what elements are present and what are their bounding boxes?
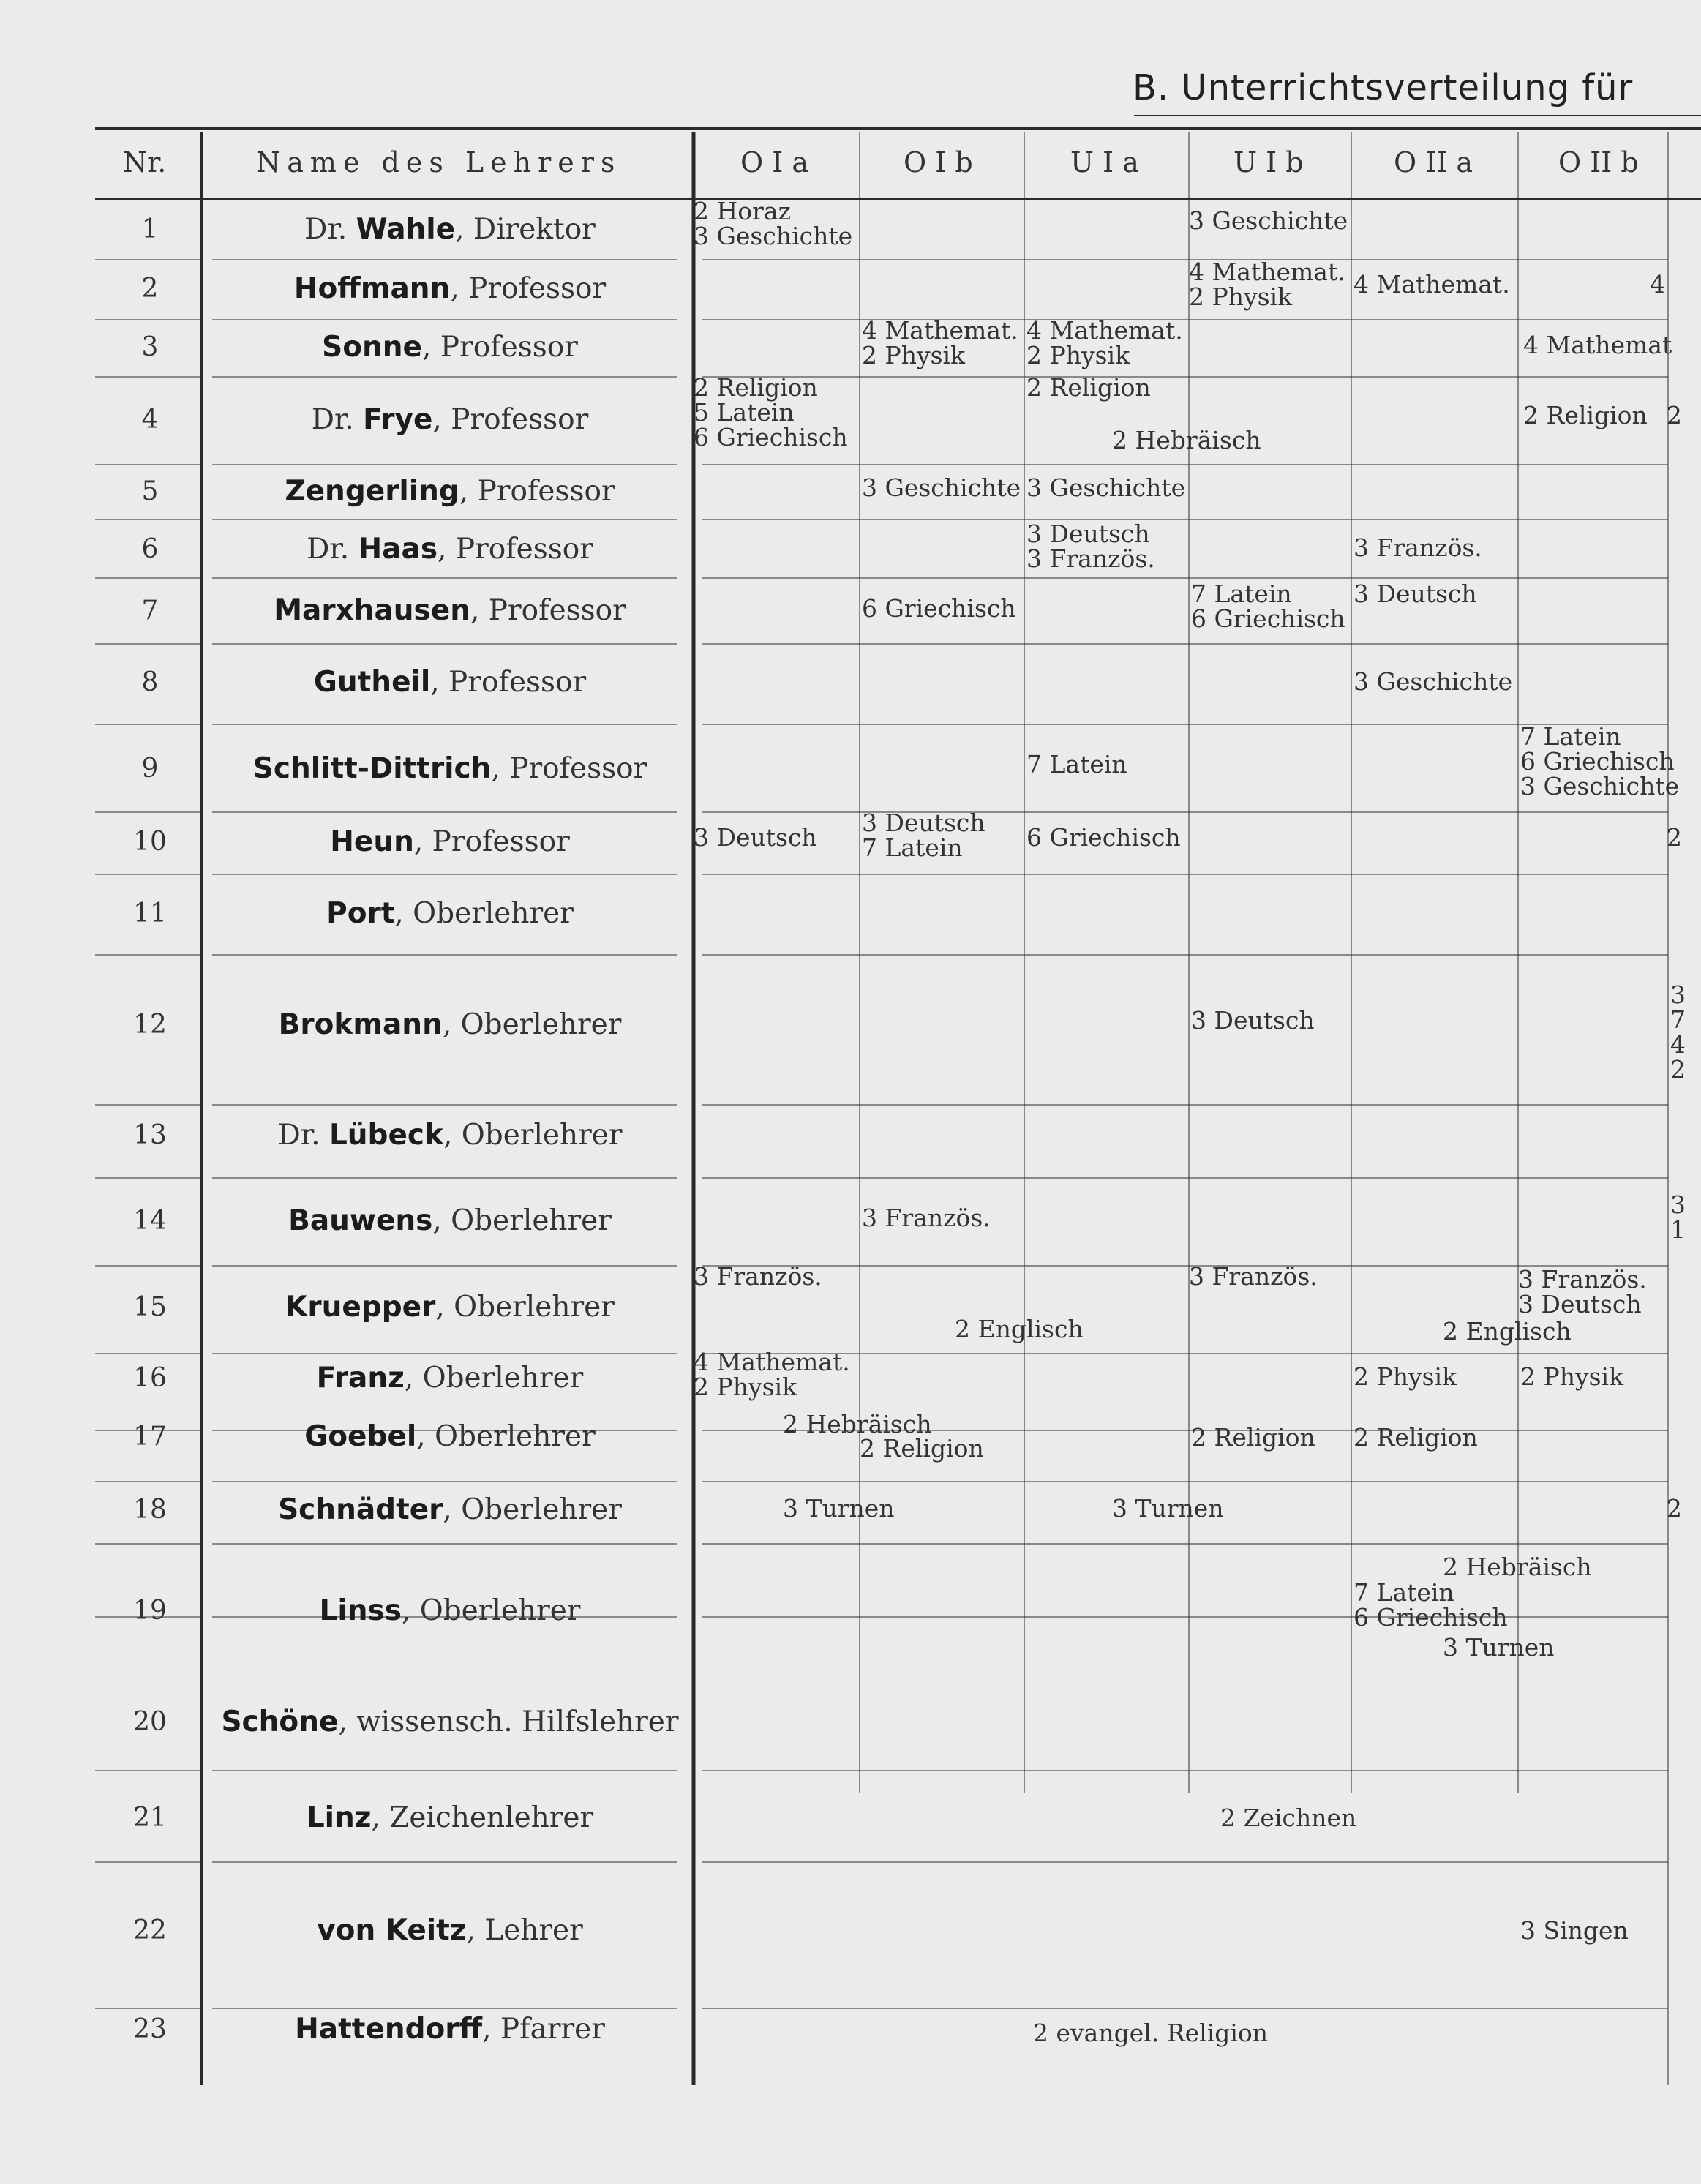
lesson-assignment: 3 Geschichte [862, 473, 1021, 502]
teacher-name-cell [322, 331, 578, 364]
teacher-prefix: Dr. [277, 1119, 329, 1152]
teacher-name-cell [279, 1008, 622, 1041]
teacher-surname: Wahle [356, 213, 456, 246]
lesson-assignment: 7 Latein [1026, 750, 1127, 778]
lesson-assignment: 6 Griechisch [1026, 823, 1181, 852]
teacher-surname: Franz [316, 1362, 405, 1395]
teacher-name-cell [304, 1420, 596, 1453]
teacher-name-cell [326, 897, 574, 930]
teacher-position: , Pfarrer [482, 2013, 605, 2046]
teacher-surname: Kruepper [285, 1291, 436, 1324]
lesson-assignment: 3 7 4 2 [1670, 980, 1686, 1084]
teacher-name-cell [307, 533, 593, 566]
row-number: 19 [133, 1596, 167, 1626]
teacher-prefix: Dr. [304, 213, 356, 246]
teacher-surname: Linss [319, 1594, 402, 1627]
lesson-assignment: 2 Horaz 3 Geschichte [694, 197, 853, 250]
row-number: 17 [133, 1422, 167, 1452]
row-number: 22 [133, 1915, 167, 1945]
teacher-position: , Professor [413, 825, 570, 858]
teacher-position: , Professor [470, 594, 626, 627]
lesson-assignment: 3 1 [1670, 1190, 1686, 1244]
row-number: 10 [133, 827, 167, 857]
lesson-assignment: 2 Hebräisch [1112, 426, 1261, 454]
teacher-position: , Direktor [455, 213, 596, 246]
teacher-position: , Professor [432, 403, 589, 436]
teacher-surname: Marxhausen [274, 594, 470, 627]
lesson-assignment: 2 Religion [1026, 373, 1151, 402]
lesson-assignment: 4 Mathemat. 2 Physik [1026, 316, 1183, 369]
teacher-prefix: Dr. [311, 403, 364, 436]
column-header-teacher-name: Name des Lehrers [256, 146, 622, 179]
teacher-surname: Brokmann [278, 1008, 443, 1041]
teacher-position: , Oberlehrer [404, 1362, 584, 1395]
lesson-assignment: 3 Französ. [1189, 1262, 1318, 1291]
teacher-surname: Schnädter [278, 1493, 443, 1526]
teacher-position: , Professor [450, 272, 607, 305]
row-number: 5 [141, 476, 159, 506]
row-number: 1 [141, 214, 159, 244]
lesson-assignment: 7 Latein 6 Griechisch [1191, 579, 1345, 633]
row-number: 18 [133, 1495, 167, 1525]
lesson-assignment: 3 Deutsch 3 Französ. [1026, 519, 1155, 573]
teacher-position: , Oberlehrer [443, 1493, 622, 1526]
teacher-name-cell [312, 403, 589, 436]
teacher-position: , Oberlehrer [443, 1119, 623, 1152]
lesson-assignment: 3 Geschichte [1353, 667, 1513, 696]
teacher-surname: Linz [306, 1801, 372, 1834]
lesson-assignment: 7 Latein 6 Griechisch [1353, 1578, 1508, 1632]
lesson-assignment: 2 Physik [1353, 1362, 1457, 1391]
teacher-position: , Professor [459, 475, 615, 508]
row-number: 14 [133, 1206, 167, 1236]
teacher-name-cell [221, 1705, 678, 1738]
teacher-name-cell [320, 1594, 581, 1627]
teacher-surname: Haas [358, 533, 438, 566]
row-number: 4 [141, 405, 159, 435]
lesson-assignment: 2 [1667, 823, 1682, 852]
lesson-assignment: 3 Singen [1520, 1916, 1629, 1945]
lesson-assignment: 3 Turnen [783, 1494, 895, 1523]
teacher-position: , Professor [422, 331, 578, 364]
teacher-name-cell [295, 2013, 605, 2046]
teacher-surname: Heun [330, 825, 414, 858]
teacher-surname: Port [326, 897, 395, 930]
lesson-assignment: 2 Physik [1520, 1362, 1624, 1391]
row-number: 23 [133, 2014, 167, 2044]
lesson-assignment: 2 [1667, 1494, 1682, 1523]
row-number: 15 [133, 1292, 167, 1322]
teacher-name-cell [317, 1914, 583, 1947]
lesson-assignment: 3 Französ. [862, 1204, 991, 1232]
column-header-class-oiib: O II b [1558, 146, 1639, 179]
lesson-assignment: 2 Zeichnen [1220, 1804, 1357, 1832]
lesson-assignment: 7 Latein 6 Griechisch 3 Geschichte [1520, 722, 1680, 800]
row-number: 8 [141, 667, 159, 697]
teacher-position: , Professor [430, 666, 587, 699]
row-number: 11 [133, 898, 167, 928]
lesson-assignment: 2 evangel. Religion [1033, 2019, 1269, 2047]
column-header-nr: Nr. [123, 146, 167, 179]
lesson-assignment: 3 Turnen [1112, 1494, 1224, 1523]
row-number: 2 [141, 274, 159, 304]
teacher-surname: Frye [363, 403, 433, 436]
teacher-surname: Bauwens [288, 1204, 433, 1237]
teacher-position: , Oberlehrer [442, 1008, 622, 1041]
row-number: 3 [141, 332, 159, 362]
teacher-position: , Zeichenlehrer [371, 1801, 594, 1834]
row-number: 6 [141, 534, 159, 564]
lesson-assignment: 3 Deutsch [1353, 579, 1477, 608]
teacher-prefix: Dr. [307, 533, 358, 566]
teacher-position: , wissensch. Hilfslehrer [338, 1705, 679, 1738]
teacher-name-cell [330, 825, 569, 858]
row-number: 9 [141, 754, 159, 784]
row-number: 20 [133, 1707, 167, 1737]
row-number: 16 [133, 1363, 167, 1393]
row-number: 21 [133, 1803, 167, 1833]
teacher-surname: von Keitz [317, 1914, 467, 1947]
lesson-assignment: 2 Hebräisch [1443, 1553, 1592, 1581]
teacher-position: , Lehrer [466, 1914, 583, 1947]
page-title: B. Unterrichtsverteilung für [1133, 67, 1634, 108]
teacher-surname: Zengerling [285, 475, 459, 508]
lesson-assignment: 4 Mathemat. 2 Physik [862, 316, 1018, 369]
teacher-name-cell [294, 272, 606, 305]
lesson-assignment: 2 Religion [1353, 1423, 1478, 1452]
teacher-name-cell [274, 594, 626, 627]
teacher-surname: Schöne [221, 1705, 339, 1738]
teacher-name-cell [278, 1119, 623, 1152]
row-number: 7 [141, 596, 159, 626]
lesson-assignment: 2 Religion 5 Latein 6 Griechisch [694, 373, 848, 451]
lesson-assignment: 4 [1650, 270, 1665, 299]
lesson-assignment: 6 Griechisch [862, 594, 1016, 623]
lesson-assignment: 3 Turnen [1443, 1633, 1555, 1662]
teacher-surname: Schlitt-Dittrich [252, 752, 492, 785]
teacher-position: , Oberlehrer [401, 1594, 581, 1627]
teacher-name-cell [285, 1291, 615, 1324]
teacher-position: , Oberlehrer [394, 897, 574, 930]
teacher-name-cell [285, 475, 615, 508]
teacher-name-cell [307, 1801, 593, 1834]
teacher-position: , Oberlehrer [435, 1291, 615, 1324]
lesson-assignment: 3 Französ. [694, 1262, 822, 1291]
lesson-assignment: 3 Französ. 3 Deutsch [1518, 1265, 1647, 1318]
lesson-assignment: 3 Deutsch 7 Latein [862, 808, 985, 862]
lesson-assignment: 3 Geschichte [1026, 473, 1186, 502]
teacher-position: , Oberlehrer [416, 1420, 596, 1453]
teacher-position: , Professor [491, 752, 647, 785]
teacher-name-cell [317, 1362, 584, 1395]
teacher-surname: Hoffmann [293, 272, 451, 305]
lesson-assignment: 2 Religion [860, 1434, 984, 1463]
teacher-name-cell [314, 666, 586, 699]
lesson-assignment: 2 Religion [1191, 1423, 1315, 1452]
lesson-assignment: 3 Deutsch [694, 823, 817, 852]
column-header-class-oiia: O II a [1394, 146, 1473, 179]
row-number: 12 [133, 1010, 167, 1040]
lesson-assignment: 4 Mathemat. 2 Physik [694, 1348, 850, 1401]
lesson-assignment: 2 Hebräisch [783, 1410, 932, 1438]
lesson-assignment: 3 Deutsch [1191, 1006, 1315, 1035]
lesson-assignment: 3 Geschichte [1189, 206, 1348, 235]
column-header-class-uia: U I a [1070, 146, 1139, 179]
teacher-name-cell [288, 1204, 612, 1237]
lesson-assignment: 2 Religion [1523, 401, 1648, 429]
column-header-class-uib: U I b [1233, 146, 1304, 179]
teacher-surname: Hattendorff [295, 2013, 483, 2046]
teacher-position: , Oberlehrer [432, 1204, 612, 1237]
teacher-surname: Lübeck [328, 1119, 443, 1152]
teacher-name-cell [253, 752, 647, 785]
teacher-name-cell [304, 213, 596, 246]
column-header-class-oia: O I a [740, 146, 808, 179]
teacher-surname: Sonne [322, 331, 423, 364]
teacher-surname: Goebel [304, 1420, 417, 1453]
row-number: 13 [133, 1120, 167, 1150]
lesson-assignment: 4 Mathemat [1523, 331, 1672, 359]
teacher-name-cell [278, 1493, 622, 1526]
lesson-assignment: 2 Englisch [1443, 1317, 1572, 1346]
lesson-assignment: 2 Englisch [955, 1315, 1084, 1343]
teacher-position: , Professor [438, 533, 593, 566]
column-header-class-oib: O I b [904, 146, 973, 179]
lesson-assignment: 4 Mathemat. [1353, 270, 1510, 299]
lesson-assignment: 2 [1667, 401, 1682, 429]
lesson-assignment: 3 Französ. [1353, 533, 1482, 562]
lesson-assignment: 4 Mathemat. 2 Physik [1189, 258, 1345, 311]
teacher-surname: Gutheil [313, 666, 431, 699]
